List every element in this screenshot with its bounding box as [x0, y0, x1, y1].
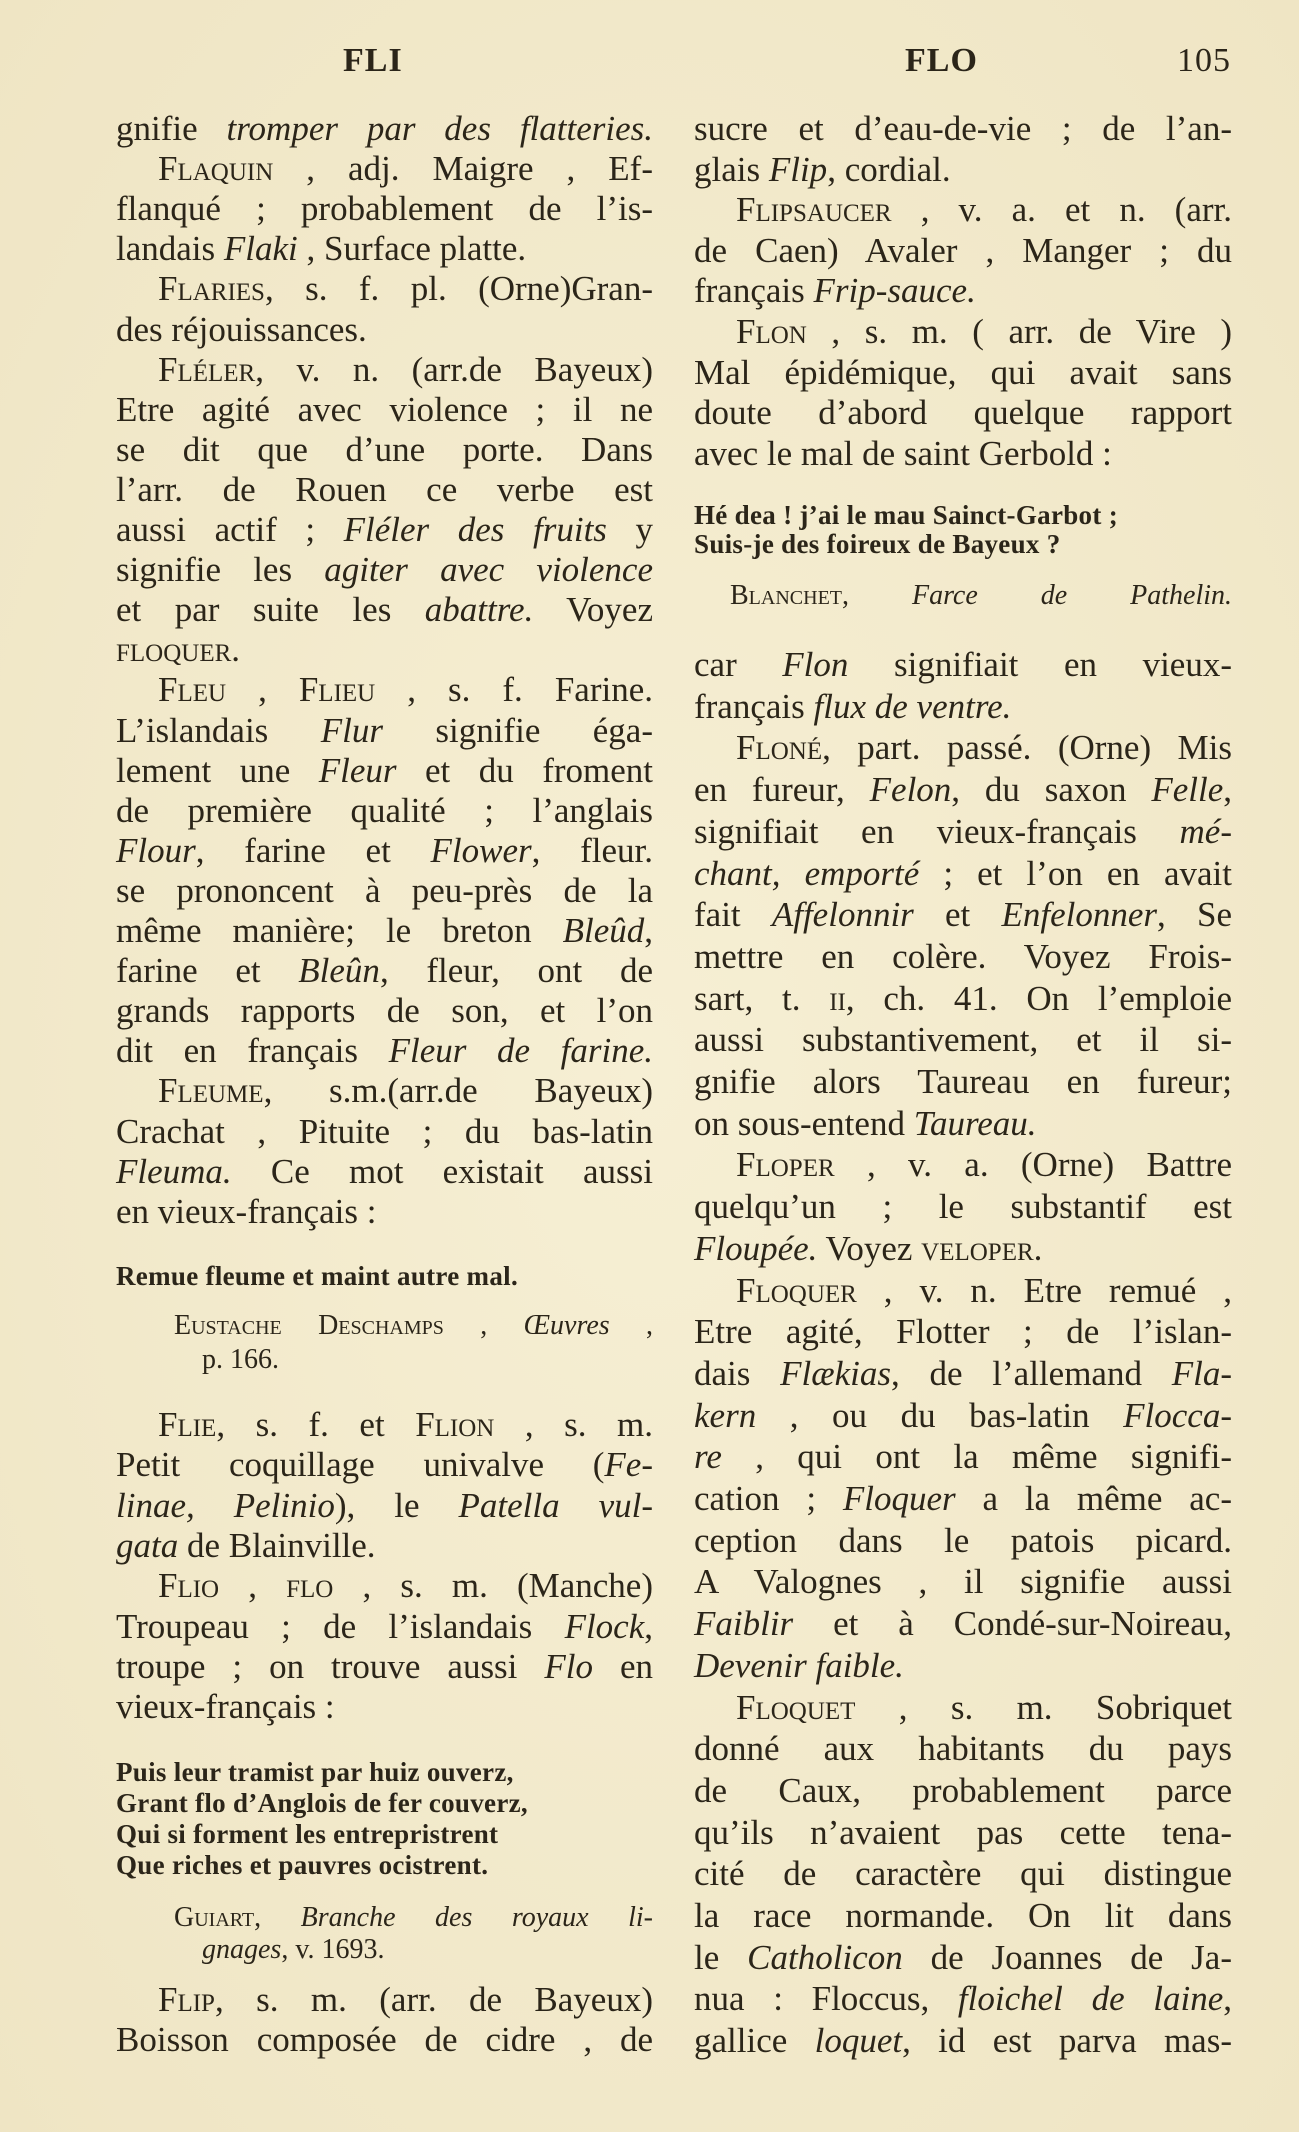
- verse-line: [694, 528, 1232, 560]
- text-line: [694, 269, 1232, 313]
- text-line: [116, 909, 653, 953]
- text-run: de Caen) Avaler , Manger ; du: [694, 230, 1232, 270]
- text-run: p. 166.: [202, 1344, 279, 1375]
- text-run: Boisson composée de cidre , de: [116, 2020, 653, 2059]
- text-run: , adj. Maigre , Ef-: [273, 149, 653, 189]
- text-line: [694, 1394, 1232, 1438]
- text-line: [116, 508, 653, 552]
- text-run: Remue fleume et maint autre mal.: [116, 1261, 518, 1291]
- text-run: Qui si forment les entrepristrent: [116, 1819, 499, 1849]
- small-caps-text: Fléler: [158, 349, 256, 389]
- text-line: [736, 1269, 1232, 1313]
- text-run: , s. m. Sobriquet: [855, 1687, 1232, 1727]
- italic-text: Floupée.: [694, 1228, 818, 1268]
- text-run: , du saxon: [951, 770, 1152, 810]
- text-run: , s.m.(arr.de Bayeux): [263, 1071, 653, 1111]
- italic-text: Devenir faible.: [694, 1645, 904, 1685]
- text-line: [694, 935, 1232, 979]
- italic-text: Farce de Pathelin.: [911, 580, 1232, 611]
- verse-line: [116, 1818, 653, 1850]
- text-line: [736, 1686, 1232, 1730]
- text-run: Voyez: [817, 1228, 922, 1268]
- text-run: et: [913, 895, 1002, 935]
- italic-text: Frip-sauce.: [813, 271, 976, 311]
- text-line: [694, 2019, 1232, 2063]
- italic-text: Catholicon: [747, 1937, 903, 1977]
- text-run: , fleur.: [531, 830, 653, 870]
- text-run: français: [694, 271, 814, 311]
- text-run: en fureur,: [694, 770, 870, 810]
- text-run: ception dans le patois picard.: [694, 1520, 1232, 1560]
- text-run: et par suite les: [116, 590, 425, 630]
- text-line: [694, 1936, 1232, 1980]
- small-caps-text: Flaquin: [158, 149, 274, 189]
- text-line: [116, 1524, 653, 1568]
- text-run: flanqué ; probablement de l’is-: [116, 189, 653, 229]
- italic-text: flux de ventre.: [813, 686, 1012, 726]
- small-caps-text: Eustache Deschamps: [174, 1310, 444, 1341]
- text-line: [694, 685, 1232, 729]
- text-run: , Surface platte.: [297, 229, 527, 269]
- text-run: , ch. 41. On l’emploie: [845, 978, 1232, 1018]
- italic-text: Flon: [782, 645, 849, 684]
- small-caps-text: flo: [286, 1566, 334, 1606]
- text-run: se dit que d’une porte. Dans: [116, 429, 653, 469]
- text-run: l’arr. de Rouen ce verbe est: [116, 469, 653, 509]
- text-line: [694, 1769, 1232, 1813]
- text-run: fait: [694, 895, 772, 935]
- citation-line: [202, 1933, 653, 1967]
- text-run: mettre en colère. Voyez Frois-: [694, 936, 1232, 976]
- italic-text: Felle: [1151, 770, 1224, 810]
- italic-text: Fleur: [318, 750, 397, 790]
- text-line: [694, 351, 1232, 395]
- text-run: A Valognes , il signifie aussi: [694, 1562, 1232, 1602]
- text-run: glais: [694, 149, 769, 189]
- text-run: , de l’allemand: [890, 1353, 1172, 1393]
- text-line: [158, 1978, 653, 2022]
- text-run: ,: [226, 670, 299, 710]
- text-line: [694, 1727, 1232, 1771]
- text-line: [694, 1560, 1232, 1604]
- text-line: [116, 709, 653, 753]
- italic-text: Bleûn: [298, 951, 380, 991]
- text-line: [694, 1602, 1232, 1646]
- text-line: [736, 1143, 1232, 1187]
- text-line: [116, 1110, 653, 1154]
- text-line: [694, 1894, 1232, 1938]
- text-run: cité de caractère qui distingue: [694, 1854, 1232, 1894]
- text-run: , v. a. et n. (arr.: [891, 190, 1232, 230]
- italic-text: chant, emporté: [694, 853, 920, 893]
- text-run: car: [694, 645, 783, 684]
- text-run: sucre et d’eau-de-vie ; de l’an-: [694, 109, 1232, 148]
- italic-text: kern: [694, 1395, 757, 1435]
- italic-text: gnages: [202, 1934, 282, 1965]
- small-caps-text: Blanchet: [730, 580, 842, 611]
- italic-text: tromper par des flatteries.: [226, 109, 654, 148]
- italic-text: Fleur de farine.: [388, 1031, 653, 1071]
- small-caps-text: Flieu: [298, 670, 376, 710]
- small-caps-text: Flipsaucer: [736, 190, 892, 230]
- italic-text: Branche des royaux li-: [300, 1902, 654, 1933]
- running-head-right: FLO: [905, 42, 978, 79]
- citation-line: [174, 1309, 653, 1343]
- text-line: [694, 852, 1232, 896]
- text-line: [694, 391, 1232, 435]
- text-run: aussi actif ;: [116, 510, 344, 549]
- italic-text: Fléler des fruits: [343, 510, 607, 549]
- text-line: [694, 1018, 1232, 1062]
- text-line: [694, 1102, 1232, 1146]
- text-run: ,: [1223, 1979, 1233, 2019]
- text-line: [158, 668, 653, 712]
- text-run: , qui ont la même signifi-: [721, 1437, 1232, 1477]
- italic-text: Taureau.: [913, 1103, 1037, 1143]
- text-run: , v. 1693.: [281, 1934, 385, 1965]
- text-line: [116, 1645, 653, 1689]
- text-run: de Caux, probablement parce: [694, 1770, 1232, 1810]
- text-run: même manière; le breton: [116, 911, 563, 950]
- text-line: [694, 1185, 1232, 1229]
- text-run: , v. a. (Orne) Battre: [834, 1145, 1232, 1185]
- text-line: [116, 1605, 653, 1649]
- text-run: gnifie alors Taureau en fureur;: [694, 1062, 1232, 1101]
- text-line: [694, 1811, 1232, 1855]
- text-line: [158, 1403, 653, 1447]
- italic-text: Fe-: [604, 1445, 653, 1485]
- running-head-left: FLI: [343, 42, 403, 79]
- text-run: , s. m. ( arr. de Vire ): [806, 312, 1232, 351]
- text-run: de Joannes de Ja-: [902, 1937, 1232, 1977]
- text-run: ,: [842, 580, 912, 611]
- italic-text: Affelonnir: [771, 895, 914, 935]
- italic-text: Flock: [564, 1606, 645, 1646]
- text-run: Hé dea ! j’ai le mau Sainct-Garbot ;: [694, 500, 1118, 530]
- small-caps-text: Floquer: [736, 1270, 857, 1310]
- citation-line: [730, 579, 1232, 613]
- italic-text: abattre.: [424, 590, 534, 630]
- text-run: Que riches et pauvres ocistrent.: [116, 1850, 489, 1880]
- text-run: ,: [644, 911, 653, 950]
- italic-text: Flower: [430, 830, 532, 870]
- small-caps-text: Flie: [158, 1405, 217, 1444]
- text-line: [116, 187, 653, 231]
- italic-text: loquet: [814, 2021, 903, 2061]
- text-line: [694, 768, 1232, 812]
- italic-text: agiter avec violence: [324, 550, 653, 590]
- text-line: [116, 2018, 653, 2062]
- italic-text: Faiblir: [694, 1604, 794, 1644]
- text-line: [694, 893, 1232, 937]
- text-run: , s. f. et: [216, 1405, 416, 1444]
- text-run: se prononcent à peu-près de la: [116, 870, 653, 910]
- small-caps-text: Guiart: [174, 1902, 255, 1933]
- text-run: signifiait en vieux-français: [694, 811, 1180, 851]
- text-run: grands rapports de son, et l’on: [116, 991, 653, 1031]
- text-line: [694, 643, 1232, 687]
- italic-text: Flour: [116, 830, 196, 870]
- italic-text: Flækias: [780, 1353, 891, 1393]
- text-line: [694, 1435, 1232, 1479]
- text-line: [694, 1477, 1232, 1521]
- citation-line: [174, 1901, 653, 1935]
- text-line: [158, 147, 653, 191]
- italic-text: mé-: [1179, 811, 1232, 851]
- text-line: [116, 388, 653, 432]
- text-run: Mal épidémique, qui avait sans: [694, 352, 1232, 392]
- text-line: [116, 1029, 653, 1073]
- text-run: , Se: [1157, 895, 1232, 935]
- text-run: L’islandais: [116, 710, 321, 750]
- text-line: [158, 348, 653, 392]
- text-line: [116, 308, 653, 352]
- text-run: de Blainville.: [178, 1525, 376, 1565]
- text-run: doute d’abord quelque rapport: [694, 393, 1232, 433]
- text-run: gallice: [694, 2021, 815, 2061]
- text-run: avec le mal de saint Gerbold :: [694, 433, 1112, 473]
- text-run: gnifie: [116, 109, 227, 148]
- text-line: [116, 749, 653, 793]
- text-line: [116, 949, 653, 993]
- text-run: , s. m.: [494, 1405, 653, 1444]
- text-run: , s. f. pl. (Orne)Gran-: [264, 269, 653, 309]
- text-run: , ou du bas-latin: [756, 1395, 1124, 1435]
- italic-text: Fla-: [1171, 1353, 1232, 1393]
- text-line: [694, 107, 1232, 151]
- small-caps-text: Flaries: [158, 269, 265, 309]
- text-run: Crachat , Pituite ; du bas-latin: [116, 1111, 653, 1151]
- small-caps-text: Floper: [736, 1145, 835, 1185]
- text-run: Suis-je des foireux de Bayeux ?: [694, 529, 1061, 559]
- text-line: [694, 1227, 1232, 1271]
- text-run: landais: [116, 229, 224, 269]
- small-caps-text: Floquet: [736, 1687, 856, 1727]
- text-line: [694, 229, 1232, 273]
- text-line: [736, 726, 1232, 770]
- text-line: [694, 1352, 1232, 1396]
- italic-text: Flaki: [223, 229, 298, 269]
- text-line: [694, 148, 1232, 192]
- italic-text: gata: [116, 1525, 179, 1565]
- page-number: 105: [1177, 42, 1231, 79]
- text-run: aussi substantivement, et il si-: [694, 1020, 1232, 1060]
- italic-text: Enfelonner: [1001, 895, 1158, 935]
- italic-text: linae, Pelinio: [116, 1485, 335, 1525]
- text-run: , s. m. (Manche): [333, 1566, 653, 1606]
- italic-text: Flo: [544, 1646, 593, 1686]
- text-run: ; et l’on en avait: [919, 853, 1232, 893]
- text-run: Grant flo d’Anglois de fer couverz,: [116, 1788, 528, 1818]
- text-run: français: [694, 686, 814, 726]
- text-line: [116, 789, 653, 833]
- text-line: [694, 1060, 1232, 1104]
- verse-line: [694, 499, 1232, 531]
- text-line: [694, 1644, 1232, 1688]
- text-run: Petit coquillage univalve (: [116, 1445, 605, 1485]
- text-run: dit en français: [116, 1031, 389, 1071]
- text-line: [158, 1069, 653, 1113]
- text-line: [116, 829, 653, 873]
- text-line: [116, 227, 653, 271]
- text-run: , s. m. (arr. de Bayeux): [214, 1980, 653, 2019]
- text-run: Etre agité, Flotter ; de l’islan-: [694, 1312, 1232, 1352]
- text-run: on sous-entend: [694, 1103, 914, 1143]
- text-line: [116, 1150, 653, 1194]
- text-run: de première qualité ; l’anglais: [116, 790, 653, 830]
- text-run: dais: [694, 1353, 781, 1393]
- text-run: , v. n. (arr.de Bayeux): [255, 349, 653, 389]
- text-run: ,: [254, 1902, 301, 1933]
- text-line: [116, 1190, 653, 1234]
- text-line: [116, 869, 653, 913]
- text-run: ,: [1223, 770, 1233, 810]
- italic-text: Felon: [869, 770, 952, 810]
- verse-line: [116, 1849, 653, 1881]
- text-line: [116, 548, 653, 592]
- text-run: ,: [443, 1310, 524, 1341]
- italic-text: Œuvres: [523, 1310, 610, 1341]
- text-run: donné aux habitants du pays: [694, 1729, 1232, 1769]
- small-caps-text: Fleume: [158, 1071, 264, 1111]
- text-run: et du froment: [396, 750, 653, 790]
- text-run: Ce mot existait aussi: [231, 1151, 653, 1191]
- text-line: [694, 1977, 1232, 2021]
- text-run: farine et: [116, 951, 299, 991]
- text-line: [116, 588, 653, 632]
- text-line: [116, 1484, 653, 1528]
- verse-line: [116, 1756, 653, 1788]
- text-run: ), le: [334, 1485, 459, 1525]
- text-run: , farine et: [195, 830, 431, 870]
- text-run: la race normande. On lit dans: [694, 1896, 1232, 1935]
- text-line: [694, 810, 1232, 854]
- italic-text: Flocca-: [1123, 1395, 1232, 1435]
- text-run: quelqu’un ; le substantif est: [694, 1187, 1232, 1227]
- text-run: qu’ils n’avaient pas cette tena-: [694, 1812, 1232, 1852]
- text-run: , fleur, ont de: [379, 951, 653, 991]
- text-run: , cordial.: [827, 149, 951, 189]
- text-run: en vieux-français :: [116, 1191, 377, 1231]
- verse-line: [116, 1260, 653, 1292]
- text-line: [694, 1310, 1232, 1354]
- text-line: [736, 188, 1232, 232]
- small-caps-text: Flon: [736, 312, 807, 351]
- text-run: , part. passé. (Orne) Mis: [822, 728, 1232, 768]
- text-run: cation ;: [694, 1479, 843, 1518]
- text-line: [694, 432, 1232, 476]
- text-run: des réjouissances.: [116, 309, 367, 349]
- text-run: Etre agité avec violence ; il ne: [116, 389, 653, 429]
- text-run: sart, t.: [694, 978, 830, 1018]
- italic-text: floichel de laine: [957, 1979, 1224, 2019]
- small-caps-text: Floné: [736, 728, 823, 768]
- text-run: , id est parva mas-: [902, 2021, 1232, 2061]
- text-line: [158, 267, 653, 311]
- text-line: [116, 1443, 653, 1487]
- text-run: ,: [219, 1566, 287, 1606]
- text-line: [116, 468, 653, 512]
- italic-text: Bleûd: [562, 911, 645, 950]
- text-run: troupe ; on trouve aussi: [116, 1646, 545, 1686]
- text-line: [116, 1685, 653, 1729]
- text-line: [736, 310, 1232, 354]
- text-line: [158, 1564, 653, 1608]
- italic-text: Flur: [320, 710, 383, 750]
- italic-text: Patella vul-: [458, 1485, 653, 1525]
- small-caps-text: floquer.: [116, 630, 241, 670]
- italic-text: Floquer: [842, 1479, 956, 1518]
- text-run: Puis leur tramist par huiz ouverz,: [116, 1757, 514, 1787]
- citation-line: [202, 1343, 653, 1377]
- small-caps-text: Fleu: [158, 670, 227, 710]
- text-line: [116, 107, 653, 151]
- text-run: , s. f. Farine.: [375, 670, 653, 710]
- small-caps-text: veloper.: [921, 1228, 1043, 1268]
- text-line: [694, 1852, 1232, 1896]
- text-line: [694, 977, 1232, 1021]
- small-caps-text: Flion: [415, 1405, 495, 1444]
- text-run: , v. n. Etre remué ,: [856, 1270, 1232, 1310]
- text-run: et à Condé-sur-Noireau,: [793, 1604, 1232, 1644]
- italic-text: re: [694, 1437, 722, 1477]
- text-run: signifiait en vieux-: [848, 645, 1232, 684]
- italic-text: Flip: [768, 149, 828, 189]
- text-line: [694, 1519, 1232, 1563]
- text-run: en: [592, 1646, 653, 1686]
- text-run: signifie éga-: [382, 710, 653, 750]
- text-run: ,: [644, 1606, 653, 1646]
- text-run: lement une: [116, 750, 319, 790]
- text-run: a la même ac-: [955, 1479, 1232, 1518]
- text-line: [116, 628, 653, 672]
- text-line: [116, 428, 653, 472]
- small-caps-text: Flip: [158, 1980, 215, 2019]
- text-run: signifie les: [116, 550, 325, 590]
- text-run: Troupeau ; de l’islandais: [116, 1606, 565, 1646]
- small-caps-text: ii: [829, 978, 846, 1018]
- text-run: ,: [609, 1310, 654, 1341]
- text-run: le: [694, 1937, 748, 1977]
- verse-line: [116, 1787, 653, 1819]
- text-run: y: [606, 510, 654, 549]
- text-run: Voyez: [533, 590, 654, 630]
- text-run: nua : Floccus,: [694, 1979, 958, 2019]
- italic-text: Fleuma.: [116, 1151, 232, 1191]
- text-line: [116, 989, 653, 1033]
- small-caps-text: Flio: [158, 1566, 220, 1606]
- text-run: vieux-français :: [116, 1687, 335, 1727]
